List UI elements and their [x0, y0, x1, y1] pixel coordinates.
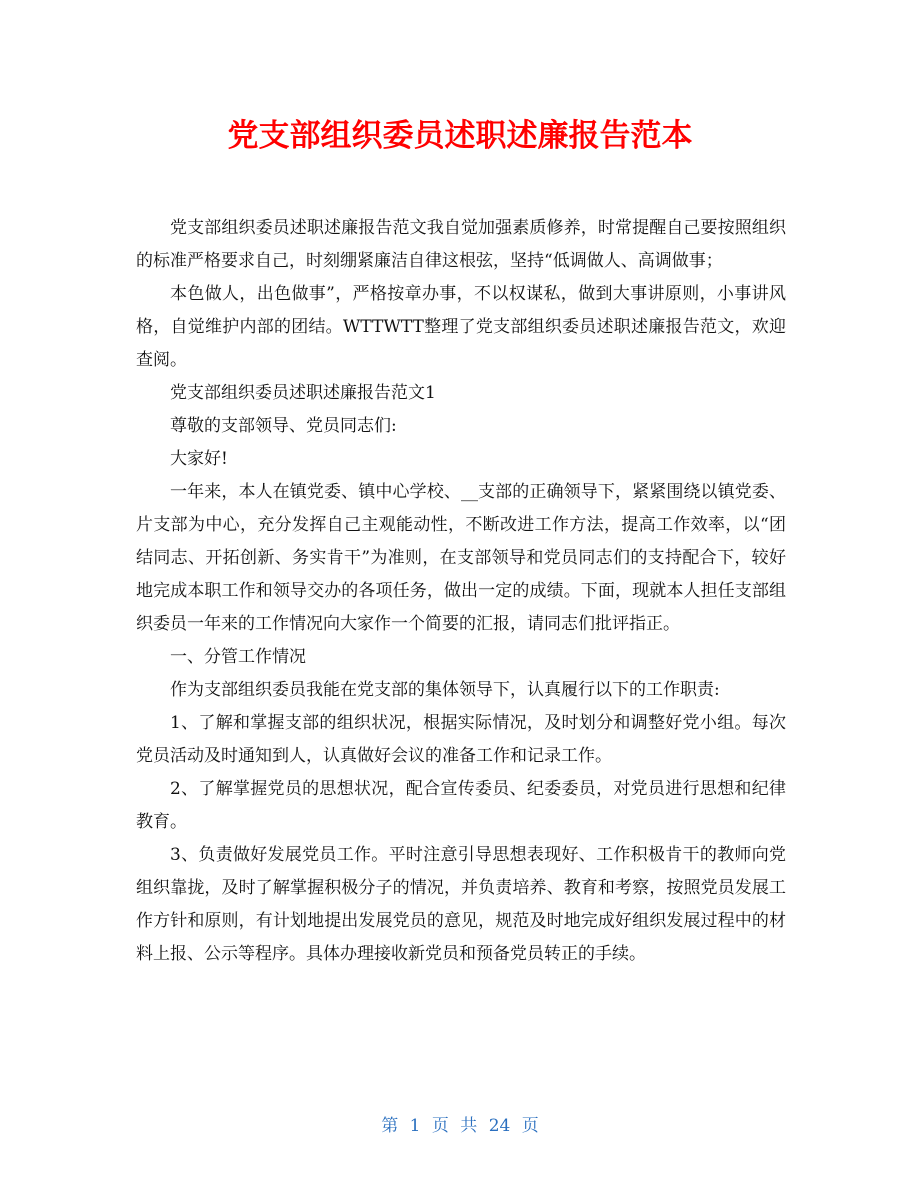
paragraph-salutation: 尊敬的支部领导、党员同志们:	[170, 416, 397, 436]
paragraph-intro-2: 本色做人，出色做事”，严格按章办事，不以权谋私，做到大事讲原则，小事讲风格，自觉维护内部的团结。WTTWTT整理了党支部组织委员述职述廉报告范文，欢迎查阅。	[136, 284, 786, 370]
footer-page-prefix: 第	[381, 1116, 399, 1136]
document-body	[136, 212, 786, 971]
paragraph-duty-2: 2、了解掌握党员的思想状况，配合宣传委员、纪委委员，对党员进行思想和纪律教育。	[136, 779, 786, 832]
paragraph-duty-3: 3、负责做好发展党员工作。平时注意引导思想表现好、工作积极肯干的教师向党组织靠拢，及时了解掌握积极分子的情况，并负责培养、教育和考察，按照党员发展工作方针和原则，有计划地提出发展党员的意见，规范及时地完成好组织发展过程中的材料上报、公示等程序。具体办理接收新党员和预备党员转正的手续。	[136, 845, 786, 964]
footer-page-mid: 页	[431, 1116, 449, 1136]
document-title: 党支部组织委员述职述廉报告范本	[227, 118, 693, 154]
footer-total-suffix: 页	[521, 1116, 539, 1136]
paragraph-intro-1: 党支部组织委员述职述廉报告范文我自觉加强素质修养，时常提醒自己要按照组织的标准严格要求自己，时刻绷紧廉洁自律这根弦，坚持“低调做人、高调做事；	[136, 218, 786, 271]
footer-total-pages: 24	[488, 1116, 511, 1136]
footer-total-prefix: 共	[460, 1116, 478, 1136]
paragraph-duties-intro: 作为支部组织委员我能在党支部的集体领导下，认真履行以下的工作职责:	[170, 680, 720, 700]
paragraph-greeting: 大家好!	[170, 449, 228, 469]
paragraph-duty-1: 1、了解和掌握支部的组织状况，根据实际情况，及时划分和调整好党小组。每次党员活动及时通知到人，认真做好会议的准备工作和记录工作。	[136, 713, 786, 766]
paragraph-subtitle: 党支部组织委员述职述廉报告范文1	[170, 383, 436, 403]
paragraph-section-heading: 一、分管工作情况	[170, 647, 306, 667]
footer-current-page: 1	[409, 1116, 421, 1136]
page-footer	[0, 1112, 920, 1140]
paragraph-overview: 一年来，本人在镇党委、镇中心学校、__支部的正确领导下，紧紧围绕以镇党委、片支部为中心，充分发挥自己主观能动性，不断改进工作方法，提高工作效率，以“团结同志、开拓创新、务实肯干”为准则，在支部领导和党员同志们的支持配合下，较好地完成本职工作和领导交办的各项任务，做出一定的成绩。下面，现就本人担任支部组织委员一年来的工作情况向大家作一个简要的汇报，请同志们批评指正。	[136, 482, 786, 634]
